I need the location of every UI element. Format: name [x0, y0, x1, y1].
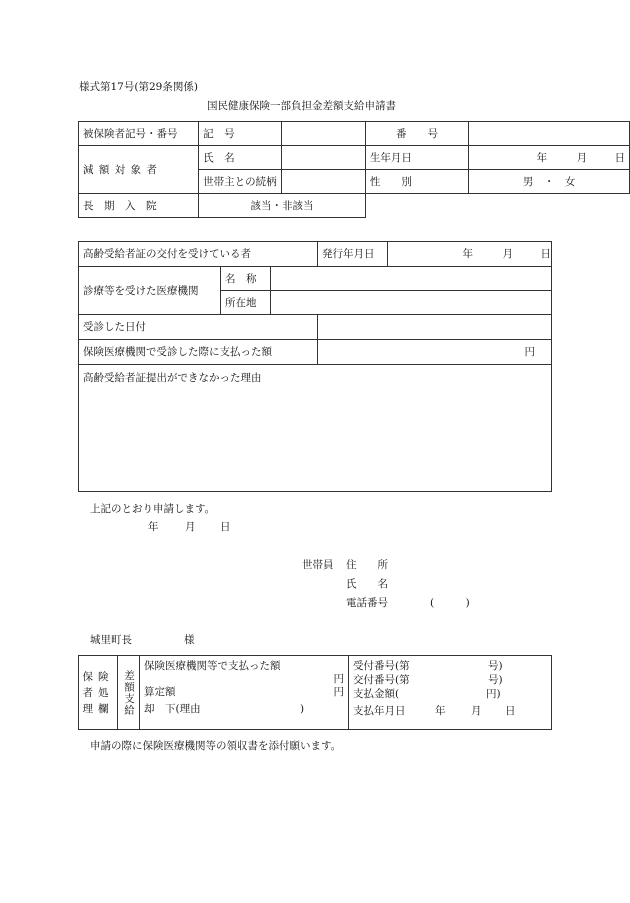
paid-yen-unit: 円: [333, 673, 344, 685]
issue-number-suffix: 号): [488, 674, 503, 686]
application-year-unit: 年: [148, 521, 159, 533]
reason-field[interactable]: [79, 365, 552, 492]
amount-paid-field[interactable]: [318, 340, 552, 365]
payment-year-unit: 年: [435, 705, 446, 717]
payment-date-label: 支払年月日: [353, 705, 406, 717]
medical-institution-label: 診療等を受けた医療機関: [79, 267, 221, 315]
name-field[interactable]: [281, 146, 365, 170]
receipt-number-suffix: 号): [488, 660, 503, 672]
name-label: 氏 名: [199, 146, 282, 170]
declaration: 上記のとおり申請します。: [90, 503, 216, 515]
issue-day-unit: 日: [540, 248, 551, 260]
insurer-processing-label: 保険者処理欄: [82, 670, 114, 715]
calculated-amount-label: 算定額: [144, 686, 176, 698]
honorific: 様: [184, 634, 195, 646]
institution-name-field[interactable]: [271, 267, 552, 291]
long-term-label: 長 期 入 院: [79, 194, 199, 218]
birth-date-field[interactable]: [469, 146, 630, 170]
payment-amount-label: 支払金額(: [353, 688, 400, 700]
institution-address-field[interactable]: [271, 291, 552, 315]
issue-year-unit: 年: [462, 248, 473, 260]
birth-year-unit: 年: [536, 151, 548, 164]
relation-field[interactable]: [281, 170, 365, 194]
issue-date-field[interactable]: [388, 242, 552, 267]
difference-payment-label: 差額支給: [123, 669, 135, 716]
insured-info-table: [78, 121, 630, 218]
reason-label: 高齢受給者証提出ができなかった理由: [83, 372, 262, 384]
calculated-yen-unit: 円: [333, 686, 344, 698]
birth-day-unit: 日: [614, 151, 626, 164]
medical-info-table: [78, 241, 552, 492]
institution-address-label: 所在地: [221, 291, 271, 315]
amount-paid-label: 保険医療機関で受診した際に支払った額: [79, 340, 318, 365]
mayor-label: 城里町長: [90, 634, 132, 646]
application-day-unit: 日: [220, 521, 231, 533]
office-amounts-cell[interactable]: [140, 656, 349, 730]
elderly-card-label: 高齢受給者証の交付を受けている者: [79, 242, 318, 267]
number-field[interactable]: [469, 122, 630, 146]
visit-date-label: 受診した日付: [79, 315, 318, 340]
application-month-unit: 月: [185, 521, 196, 533]
relation-label: 世帯主との続柄: [199, 170, 282, 194]
form-number: 様式第17号(第29条関係): [79, 81, 198, 93]
attachment-note: 申請の際に保険医療機関等の領収書を添付願います。: [90, 740, 342, 752]
birth-month-unit: 月: [576, 151, 588, 164]
rejection-label: 却 下(理由: [144, 703, 201, 715]
symbol-field[interactable]: [281, 122, 365, 146]
institution-name-label: 名 称: [221, 267, 271, 291]
office-receipt-cell[interactable]: [349, 656, 552, 730]
payment-month-unit: 月: [471, 705, 482, 717]
visit-date-field[interactable]: [318, 315, 552, 340]
difference-payment-cell: [118, 656, 140, 730]
paid-at-institution-label: 保険医療機関等で支払った額: [144, 660, 281, 672]
applicant-phone-label: 電話番号: [346, 597, 388, 609]
symbol-label: 記 号: [199, 122, 282, 146]
applicant-address-label: 住 所: [346, 559, 388, 571]
office-use-table: [78, 655, 552, 730]
insured-symbol-number-label: 被保険者記号・番号: [79, 122, 199, 146]
applicant-phone-paren: ( ): [430, 597, 470, 609]
receipt-number-label: 受付番号(第: [353, 660, 410, 672]
applicable-options[interactable]: 該当・非該当: [199, 194, 366, 218]
amount-yen-unit: 円: [524, 346, 535, 358]
payment-amount-suffix: 円): [486, 688, 501, 700]
payment-day-unit: 日: [505, 705, 516, 717]
householder-label: 世帯員: [302, 559, 334, 571]
gender-options[interactable]: 男 ・ 女: [469, 170, 630, 194]
birth-date-label: 生年月日: [365, 146, 468, 170]
issue-number-label: 交付番号(第: [353, 674, 410, 686]
issue-date-label: 発行年月日: [318, 242, 388, 267]
number-label: 番 号: [365, 122, 468, 146]
issue-month-unit: 月: [502, 248, 513, 260]
rejection-close: ): [300, 703, 305, 715]
form-title: 国民健康保険一部負担金差額支給申請書: [207, 100, 396, 112]
gender-label: 性 別: [365, 170, 468, 194]
applicant-name-label: 氏 名: [346, 578, 388, 590]
insurer-processing-cell: [79, 656, 118, 730]
reduction-target-label: 減 額 対 象 者: [79, 146, 199, 194]
